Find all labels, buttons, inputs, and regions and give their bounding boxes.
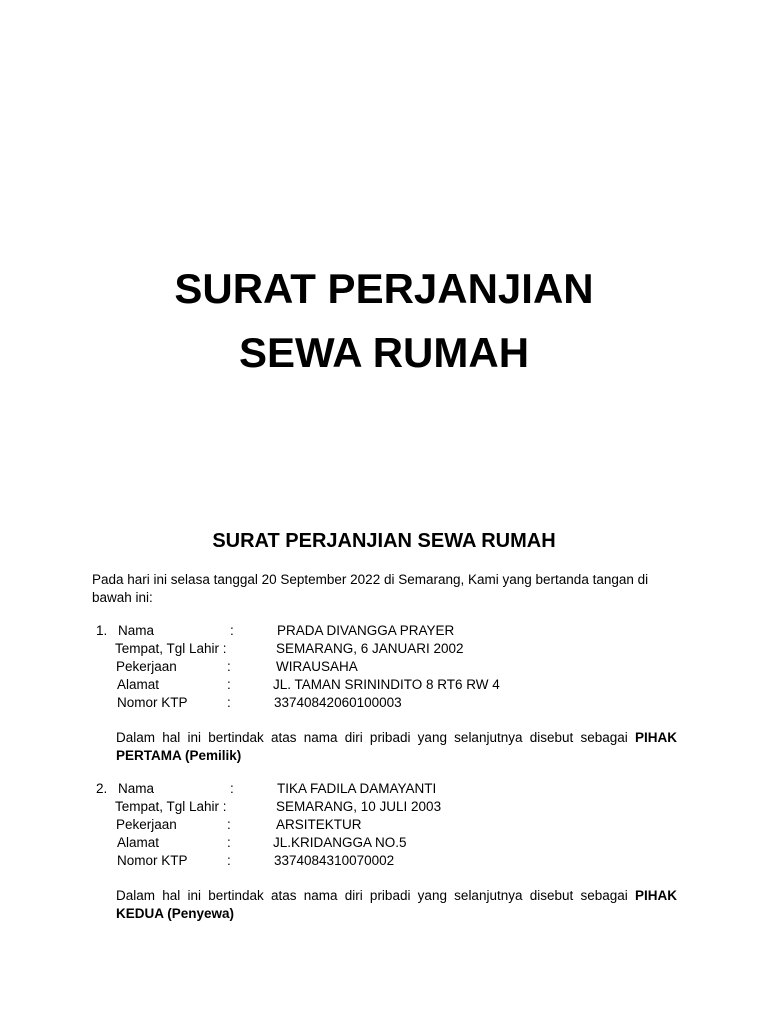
party-1-alamat-row <box>0 676 768 694</box>
party-1-statement-text: Dalam hal ini bertindak atas nama diri pribadi yang selanjutnya disebut sebagai <box>116 730 635 745</box>
party-1-alamat-colon: : <box>227 677 231 692</box>
party-1-ttl-label: Tempat, Tgl Lahir : <box>115 641 227 656</box>
party-1-pekerjaan-label: Pekerjaan <box>116 659 177 674</box>
party-1-alamat-label: Alamat <box>117 677 160 692</box>
party-2-nama-label: Nama <box>118 781 155 796</box>
party-2-nama-row <box>0 780 768 798</box>
party-1-nama-row <box>0 622 768 640</box>
party-1-ktp-value: 33740842060100003 <box>274 695 402 710</box>
cover-title-line2: SEWA RUMAH <box>238 329 530 376</box>
party-2-ktp-colon: : <box>227 853 231 868</box>
party-2-alamat-value: JL.KRIDANGGA NO.5 <box>273 835 407 850</box>
party-1-ktp-row <box>0 694 768 712</box>
party-1-ttl-value: SEMARANG, 6 JANUARI 2002 <box>276 641 464 656</box>
party-2-pekerjaan-value: ARSITEKTUR <box>276 817 362 832</box>
party-2-alamat-colon: : <box>227 835 231 850</box>
party-1-alamat-value: JL. TAMAN SRININDITO 8 RT6 RW 4 <box>273 677 500 692</box>
party-2-ktp-value: 3374084310070002 <box>274 853 395 868</box>
party-1-nama-label: Nama <box>118 623 155 638</box>
party-1-nama-colon: : <box>230 623 234 638</box>
party-2-ttl-value: SEMARANG, 10 JULI 2003 <box>276 799 442 814</box>
party-2-number: 2. <box>96 781 108 796</box>
party-1-ktp-label: Nomor KTP <box>117 695 188 710</box>
party-1-number: 1. <box>96 623 108 638</box>
party-2-pekerjaan-label: Pekerjaan <box>116 817 177 832</box>
document-subtitle: SURAT PERJANJIAN SEWA RUMAH <box>212 530 556 552</box>
party-1-pekerjaan-value: WIRAUSAHA <box>276 659 358 674</box>
party-1-pekerjaan-colon: : <box>227 659 231 674</box>
party-2-ttl-label: Tempat, Tgl Lahir : <box>115 799 227 814</box>
party-2-ktp-row <box>0 852 768 870</box>
intro-paragraph: Pada hari ini selasa tanggal 20 September 2022 di Semarang, Kami yang bertanda tangan di bawah ini: <box>92 572 649 605</box>
party-1-nama-value: PRADA DIVANGGA PRAYER <box>277 623 455 638</box>
party-2-statement <box>116 887 677 923</box>
party-2-designation: PIHAK KEDUA (Penyewa) <box>116 888 677 921</box>
party-1-ttl-row <box>0 640 768 658</box>
party-1-pekerjaan-row <box>0 658 768 676</box>
party-2-pekerjaan-row <box>0 816 768 834</box>
party-2-ktp-label: Nomor KTP <box>117 853 188 868</box>
party-1-designation: PIHAK PERTAMA (Pemilik) <box>116 730 677 763</box>
cover-title-line1: SURAT PERJANJIAN <box>174 265 594 312</box>
party-2-alamat-row <box>0 834 768 852</box>
party-2-statement-text: Dalam hal ini bertindak atas nama diri pribadi yang selanjutnya disebut sebagai <box>116 888 635 903</box>
party-2-ttl-row <box>0 798 768 816</box>
party-2-alamat-label: Alamat <box>117 835 160 850</box>
party-1-ktp-colon: : <box>227 695 231 710</box>
party-2-pekerjaan-colon: : <box>227 817 231 832</box>
party-2-nama-value: TIKA FADILA DAMAYANTI <box>277 781 437 796</box>
party-2-nama-colon: : <box>230 781 234 796</box>
party-1-statement <box>116 729 677 765</box>
